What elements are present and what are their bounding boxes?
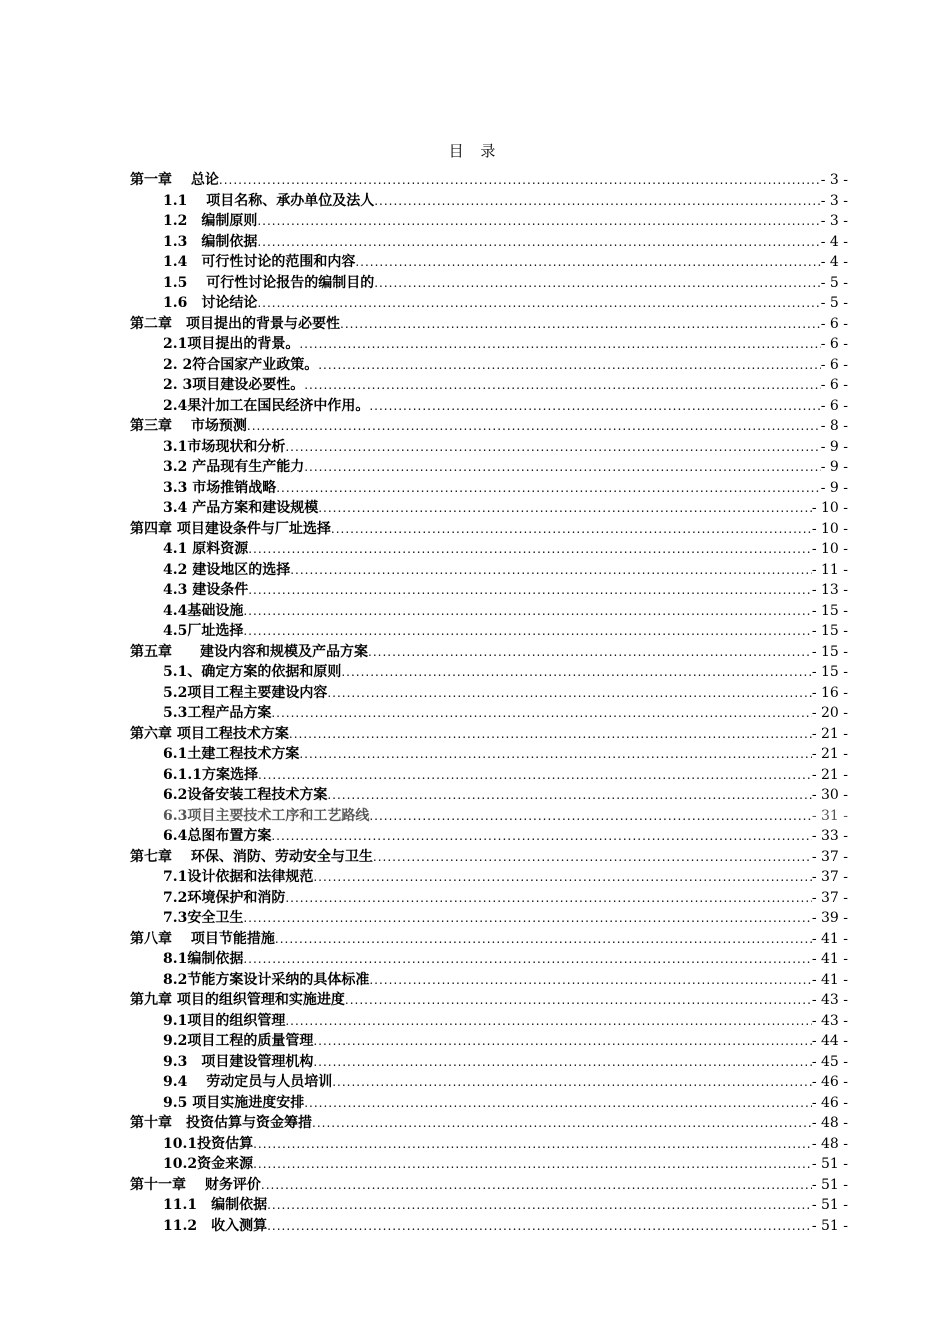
toc-dot-leader — [340, 314, 821, 335]
toc-dot-leader — [253, 1154, 812, 1175]
toc-entry-page-number: - 48 - — [811, 1115, 848, 1131]
toc-entry[interactable] — [130, 929, 848, 950]
toc-entry-label: 第十章 投资估算与资金筹措 — [130, 1115, 312, 1131]
toc-dot-leader — [374, 273, 820, 294]
toc-dot-leader — [276, 478, 820, 499]
toc-entry[interactable] — [130, 1031, 848, 1052]
toc-dot-leader — [247, 416, 821, 437]
toc-entry[interactable] — [130, 1216, 848, 1237]
toc-entry[interactable] — [130, 806, 848, 827]
toc-entry[interactable] — [130, 642, 848, 663]
toc-entry-page-number: - 15 - — [811, 643, 848, 660]
toc-list — [130, 170, 848, 1236]
toc-entry-label: 9.1项目的组织管理 — [163, 1012, 286, 1029]
toc-entry[interactable] — [130, 396, 848, 417]
toc-entry-label: 第九章 项目的组织管理和实施进度 — [130, 992, 345, 1008]
toc-entry[interactable] — [130, 1072, 848, 1093]
toc-entry-page-number: - 21 - — [811, 766, 848, 783]
toc-entry-label: 9.4 劳动定员与人员培训 — [163, 1074, 333, 1090]
toc-dot-leader — [341, 662, 811, 683]
toc-entry-page-number: - 3 - — [820, 172, 848, 188]
toc-entry-label: 7.1设计依据和法律规范 — [163, 869, 314, 885]
toc-entry-label: 6.3项目主要技术工序和工艺路线 — [163, 807, 370, 824]
toc-entry-label: 第十一章 财务评价 — [130, 1176, 261, 1193]
toc-entry-page-number: - 4 - — [820, 254, 848, 270]
toc-entry[interactable] — [130, 765, 848, 786]
toc-entry-label: 第六章 项目工程技术方案 — [130, 725, 289, 742]
toc-entry-label: 1.6 讨论结论 — [163, 295, 258, 311]
toc-entry[interactable] — [130, 191, 848, 212]
toc-entry-page-number: - 3 - — [820, 213, 848, 229]
toc-entry-page-number: - 20 - — [811, 705, 848, 721]
toc-entry-page-number: - 46 - — [811, 1094, 848, 1111]
toc-entry-page-number: - 41 - — [811, 930, 848, 947]
toc-dot-leader — [368, 642, 812, 663]
toc-dot-leader — [318, 498, 812, 519]
toc-dot-leader — [271, 826, 811, 847]
toc-entry-page-number: - 3 - — [820, 192, 848, 209]
toc-dot-leader — [327, 683, 811, 704]
toc-dot-leader — [285, 1011, 811, 1032]
toc-entry-page-number: - 51 - — [811, 1176, 848, 1193]
toc-entry-page-number: - 21 - — [811, 725, 848, 742]
toc-entry-page-number: - 10 - — [811, 541, 848, 557]
toc-dot-leader — [258, 765, 812, 786]
toc-entry[interactable] — [130, 847, 848, 868]
toc-dot-leader — [313, 1031, 811, 1052]
toc-dot-leader — [313, 1052, 811, 1073]
toc-entry-page-number: - 4 - — [820, 233, 848, 250]
toc-dot-leader — [313, 867, 811, 888]
toc-entry[interactable] — [130, 416, 848, 437]
toc-dot-leader — [374, 191, 820, 212]
toc-entry[interactable] — [130, 334, 848, 355]
toc-entry-page-number: - 6 - — [820, 397, 848, 414]
toc-entry-page-number: - 21 - — [811, 746, 848, 762]
toc-entry-label: 6.4总图布置方案 — [163, 828, 272, 844]
toc-entry-label: 4.5厂址选择 — [163, 623, 244, 639]
toc-entry[interactable] — [130, 1093, 848, 1114]
toc-dot-leader — [243, 621, 811, 642]
toc-entry-label: 1.2 编制原则 — [163, 213, 258, 229]
toc-dot-leader — [332, 1072, 812, 1093]
toc-entry-page-number: - 8 - — [820, 418, 848, 434]
toc-entry[interactable] — [130, 785, 848, 806]
toc-entry[interactable] — [130, 1175, 848, 1196]
toc-entry-page-number: - 39 - — [811, 910, 848, 926]
toc-entry[interactable] — [130, 211, 848, 232]
toc-entry-label: 8.2节能方案设计采纳的具体标准 — [163, 971, 370, 988]
toc-entry[interactable] — [130, 314, 848, 335]
toc-dot-leader — [299, 744, 811, 765]
toc-dot-leader — [304, 1093, 812, 1114]
toc-entry-label: 5.2项目工程主要建设内容 — [163, 684, 328, 701]
toc-entry[interactable] — [130, 375, 848, 396]
toc-entry[interactable] — [130, 867, 848, 888]
toc-entry-label: 10.2资金来源 — [163, 1156, 254, 1172]
toc-entry-page-number: - 6 - — [820, 356, 848, 373]
toc-entry-label: 10.1投资估算 — [163, 1135, 254, 1152]
toc-entry[interactable] — [130, 252, 848, 273]
toc-dot-leader — [289, 724, 812, 745]
toc-entry-label: 9.5 项目实施进度安排 — [163, 1094, 305, 1111]
toc-entry-label: 2.4果汁加工在国民经济中作用。 — [163, 397, 370, 414]
toc-entry[interactable] — [130, 437, 848, 458]
toc-dot-leader — [243, 949, 811, 970]
toc-entry-label: 4.1 原料资源 — [163, 541, 249, 557]
toc-entry-page-number: - 11 - — [811, 561, 848, 578]
toc-entry[interactable] — [130, 826, 848, 847]
toc-entry[interactable] — [130, 908, 848, 929]
toc-dot-leader — [243, 908, 811, 929]
toc-entry[interactable] — [130, 273, 848, 294]
toc-entry[interactable] — [130, 498, 848, 519]
toc-entry[interactable] — [130, 355, 848, 376]
toc-dot-leader — [257, 211, 820, 232]
toc-dot-leader — [248, 580, 812, 601]
toc-entry[interactable] — [130, 1011, 848, 1032]
toc-dot-leader — [267, 1216, 812, 1237]
toc-dot-leader — [327, 785, 811, 806]
toc-entry-label: 1.5 可行性讨论报告的编制目的 — [163, 274, 375, 291]
toc-entry-page-number: - 41 - — [811, 951, 848, 967]
toc-entry[interactable] — [130, 724, 848, 745]
toc-entry[interactable] — [130, 970, 848, 991]
toc-entry-page-number: - 37 - — [811, 848, 848, 865]
page-title: 目 录 — [448, 142, 502, 160]
toc-entry-page-number: - 37 - — [811, 889, 848, 906]
toc-dot-leader — [257, 232, 820, 253]
toc-entry-page-number: - 9 - — [820, 479, 848, 496]
toc-entry[interactable] — [130, 662, 848, 683]
toc-entry[interactable] — [130, 539, 848, 560]
toc-entry-label: 第八章 项目节能措施 — [130, 930, 275, 947]
toc-entry-page-number: - 46 - — [811, 1074, 848, 1090]
toc-entry-label: 3.2 产品现有生产能力 — [163, 459, 305, 475]
toc-entry[interactable] — [130, 1134, 848, 1155]
toc-dot-leader — [299, 334, 820, 355]
toc-dot-leader — [261, 1175, 812, 1196]
toc-entry-label: 11.2 收入测算 — [163, 1217, 268, 1234]
toc-dot-leader — [243, 601, 811, 622]
toc-dot-leader — [304, 375, 820, 396]
toc-entry-page-number: - 41 - — [811, 971, 848, 988]
toc-entry[interactable] — [130, 519, 848, 540]
toc-entry-label: 3.1市场现状和分析 — [163, 438, 286, 455]
toc-entry-label: 7.3安全卫生 — [163, 910, 244, 926]
toc-entry-page-number: - 48 - — [811, 1135, 848, 1152]
toc-entry-label: 1.3 编制依据 — [163, 233, 258, 250]
toc-entry-page-number: - 6 - — [820, 336, 848, 352]
toc-entry-page-number: - 15 - — [811, 664, 848, 680]
toc-entry[interactable] — [130, 478, 848, 499]
toc-dot-leader — [219, 170, 821, 191]
toc-entry-label: 4.2 建设地区的选择 — [163, 561, 291, 578]
toc-entry-page-number: - 30 - — [811, 787, 848, 803]
toc-entry-label: 3.3 市场推销战略 — [163, 479, 277, 496]
toc-dot-leader — [345, 990, 812, 1011]
toc-entry-page-number: - 6 - — [820, 377, 848, 393]
toc-entry-label: 第一章 总论 — [130, 172, 219, 188]
toc-entry-label: 2.1项目提出的背景。 — [163, 336, 300, 352]
toc-entry-page-number: - 15 - — [811, 602, 848, 619]
toc-entry-label: 第三章 市场预测 — [130, 418, 247, 434]
toc-entry[interactable] — [130, 990, 848, 1011]
toc-dot-leader — [257, 293, 820, 314]
toc-entry-label: 8.1编制依据 — [163, 951, 244, 967]
toc-entry[interactable] — [130, 683, 848, 704]
toc-entry-page-number: - 45 - — [811, 1053, 848, 1070]
toc-entry-label: 2. 2符合国家产业政策。 — [163, 356, 319, 373]
toc-entry-page-number: - 33 - — [811, 828, 848, 844]
toc-entry-page-number: - 51 - — [811, 1217, 848, 1234]
toc-dot-leader — [267, 1195, 812, 1216]
toc-entry-label: 第五章 建设内容和规模及产品方案 — [130, 643, 368, 660]
toc-entry-page-number: - 10 - — [811, 520, 848, 537]
toc-entry[interactable] — [130, 560, 848, 581]
toc-entry-label: 1.1 项目名称、承办单位及法人 — [163, 192, 375, 209]
toc-entry-page-number: - 9 - — [820, 459, 848, 475]
toc-entry[interactable] — [130, 601, 848, 622]
toc-entry-page-number: - 31 - — [811, 807, 848, 824]
toc-entry-label: 9.3 项目建设管理机构 — [163, 1053, 314, 1070]
toc-entry[interactable] — [130, 949, 848, 970]
toc-entry-label: 5.1、确定方案的依据和原则 — [163, 664, 342, 680]
toc-entry-page-number: - 9 - — [820, 438, 848, 455]
toc-entry-page-number: - 51 - — [811, 1197, 848, 1213]
toc-entry-label: 1.4 可行性讨论的范围和内容 — [163, 254, 356, 270]
toc-dot-leader — [369, 970, 811, 991]
toc-entry[interactable] — [130, 580, 848, 601]
toc-entry-page-number: - 15 - — [811, 623, 848, 639]
toc-entry-page-number: - 43 - — [811, 992, 848, 1008]
toc-entry-label: 11.1 编制依据 — [163, 1197, 268, 1213]
toc-entry[interactable] — [130, 1195, 848, 1216]
toc-entry[interactable] — [130, 888, 848, 909]
toc-entry-label: 第四章 项目建设条件与厂址选择 — [130, 520, 331, 537]
toc-dot-leader — [248, 539, 812, 560]
toc-entry[interactable] — [130, 232, 848, 253]
toc-entry-page-number: - 5 - — [820, 295, 848, 311]
toc-entry-label: 第二章 项目提出的背景与必要性 — [130, 315, 340, 332]
toc-entry-page-number: - 13 - — [811, 582, 848, 598]
toc-entry-label: 6.1土建工程技术方案 — [163, 746, 300, 762]
toc-entry-page-number: - 16 - — [811, 684, 848, 701]
toc-dot-leader — [373, 847, 812, 868]
toc-entry-page-number: - 5 - — [820, 274, 848, 291]
toc-entry[interactable] — [130, 1154, 848, 1175]
toc-dot-leader — [290, 560, 812, 581]
toc-entry-page-number: - 51 - — [811, 1156, 848, 1172]
toc-entry-label: 6.1.1方案选择 — [163, 766, 258, 783]
toc-entry-page-number: - 10 - — [811, 500, 848, 516]
toc-entry-label: 9.2项目工程的质量管理 — [163, 1033, 314, 1049]
toc-dot-leader — [369, 806, 811, 827]
toc-entry-label: 4.4基础设施 — [163, 602, 244, 619]
toc-entry[interactable] — [130, 457, 848, 478]
toc-dot-leader — [331, 519, 812, 540]
toc-dot-leader — [304, 457, 820, 478]
toc-dot-leader — [275, 929, 812, 950]
toc-dot-leader — [369, 396, 820, 417]
toc-entry[interactable] — [130, 621, 848, 642]
toc-dot-leader — [271, 703, 811, 724]
toc-entry[interactable] — [130, 170, 848, 191]
toc-entry-page-number: - 43 - — [811, 1012, 848, 1029]
toc-entry-label: 7.2环境保护和消防 — [163, 889, 286, 906]
toc-entry[interactable] — [130, 1052, 848, 1073]
toc-dot-leader — [312, 1113, 812, 1134]
toc-dot-leader — [253, 1134, 812, 1155]
toc-entry-label: 3.4 产品方案和建设规模 — [163, 500, 319, 516]
toc-entry-label: 4.3 建设条件 — [163, 582, 249, 598]
toc-entry[interactable] — [130, 293, 848, 314]
toc-entry-label: 5.3工程产品方案 — [163, 705, 272, 721]
toc-entry-label: 第七章 环保、消防、劳动安全与卫生 — [130, 848, 373, 865]
toc-entry-page-number: - 37 - — [811, 869, 848, 885]
toc-entry-label: 6.2设备安装工程技术方案 — [163, 787, 328, 803]
toc-dot-leader — [285, 437, 820, 458]
toc-entry-label: 2. 3项目建设必要性。 — [163, 377, 305, 393]
toc-entry[interactable] — [130, 744, 848, 765]
toc-entry-page-number: - 6 - — [820, 315, 848, 332]
toc-entry[interactable] — [130, 703, 848, 724]
toc-dot-leader — [285, 888, 811, 909]
toc-entry[interactable] — [130, 1113, 848, 1134]
toc-entry-page-number: - 44 - — [811, 1033, 848, 1049]
toc-dot-leader — [318, 355, 820, 376]
toc-dot-leader — [355, 252, 820, 273]
